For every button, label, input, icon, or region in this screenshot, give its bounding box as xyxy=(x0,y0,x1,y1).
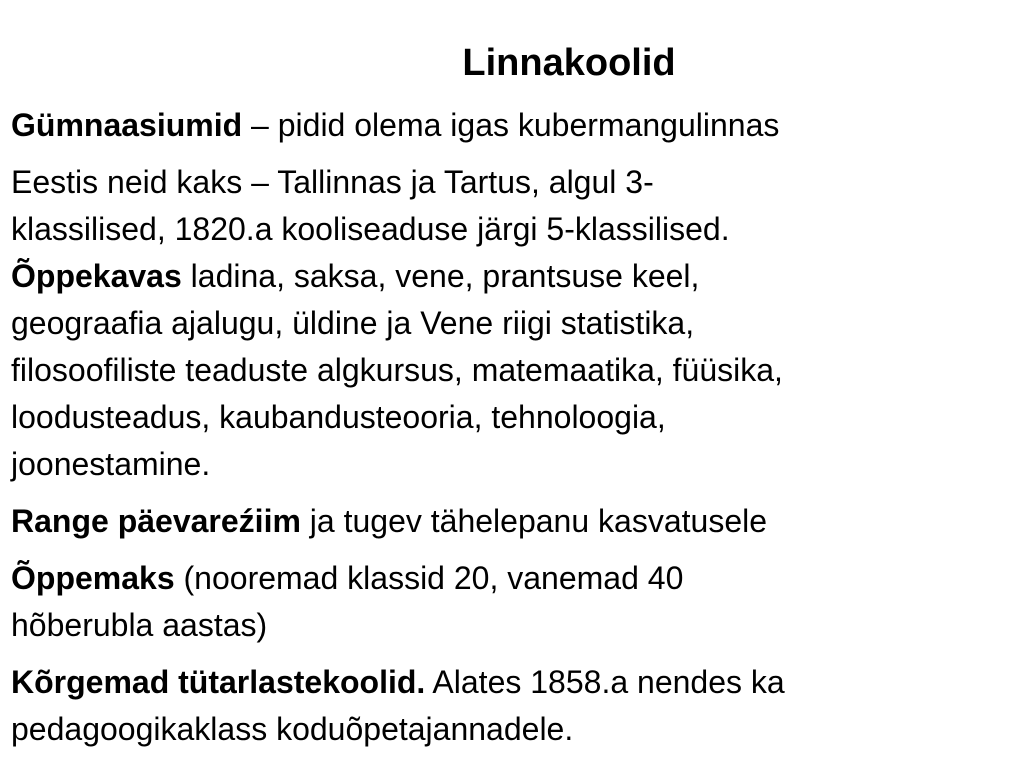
fee-heading: Õppemaks xyxy=(11,560,175,596)
paragraph-estonia xyxy=(11,159,1011,488)
girls-heading: Kõrgemad tütarlastekoolid. xyxy=(11,664,426,700)
regime-heading: Range päevareźiim xyxy=(11,503,301,539)
girls-line-1 xyxy=(11,659,1011,706)
paragraph-girls-schools xyxy=(11,659,1011,753)
slide-content xyxy=(11,102,1011,763)
gymnasium-line xyxy=(11,102,1011,149)
fee-text: (nooremad klassid 20, vanemad 40 xyxy=(174,560,684,596)
estonia-line-7: joonestamine. xyxy=(11,446,211,482)
curriculum-text: ladina, saksa, vene, prantsuse keel, xyxy=(181,258,700,294)
estonia-line-2: klassilised, 1820.a kooliseaduse järgi 5-klassilised. xyxy=(11,211,730,247)
paragraph-gymnasium xyxy=(11,102,1011,149)
regime-text: ja tugev tähelepanu kasvatusele xyxy=(300,503,768,539)
girls-line-2: pedagoogikaklass koduõpetajannadele. xyxy=(11,711,574,747)
fee-line-1 xyxy=(11,555,1011,602)
curriculum-heading: Õppekavas xyxy=(11,258,182,294)
estonia-line-1: Eestis neid kaks – Tallinnas ja Tartus, algul 3- xyxy=(11,164,654,200)
slide-title: Linnakoolid xyxy=(462,42,676,84)
regime-line xyxy=(11,498,1011,545)
gymnasium-heading: Gümnaasiumid xyxy=(11,107,243,143)
estonia-line-6: loodusteadus, kaubandusteooria, tehnoloogia, xyxy=(11,399,666,435)
estonia-line-5: filosoofiliste teaduste algkursus, matemaatika, füüsika, xyxy=(11,352,783,388)
gymnasium-text: – pidid olema igas kubermangulinnas xyxy=(242,107,780,143)
girls-text: Alates 1858.a nendes ka xyxy=(425,664,785,700)
paragraph-regime xyxy=(11,498,1011,545)
estonia-line-3 xyxy=(11,253,1011,300)
estonia-line-4: geograafia ajalugu, üldine ja Vene riigi statistika, xyxy=(11,305,695,341)
paragraph-fee xyxy=(11,555,1011,649)
fee-line-2: hõberubla aastas) xyxy=(11,607,268,643)
